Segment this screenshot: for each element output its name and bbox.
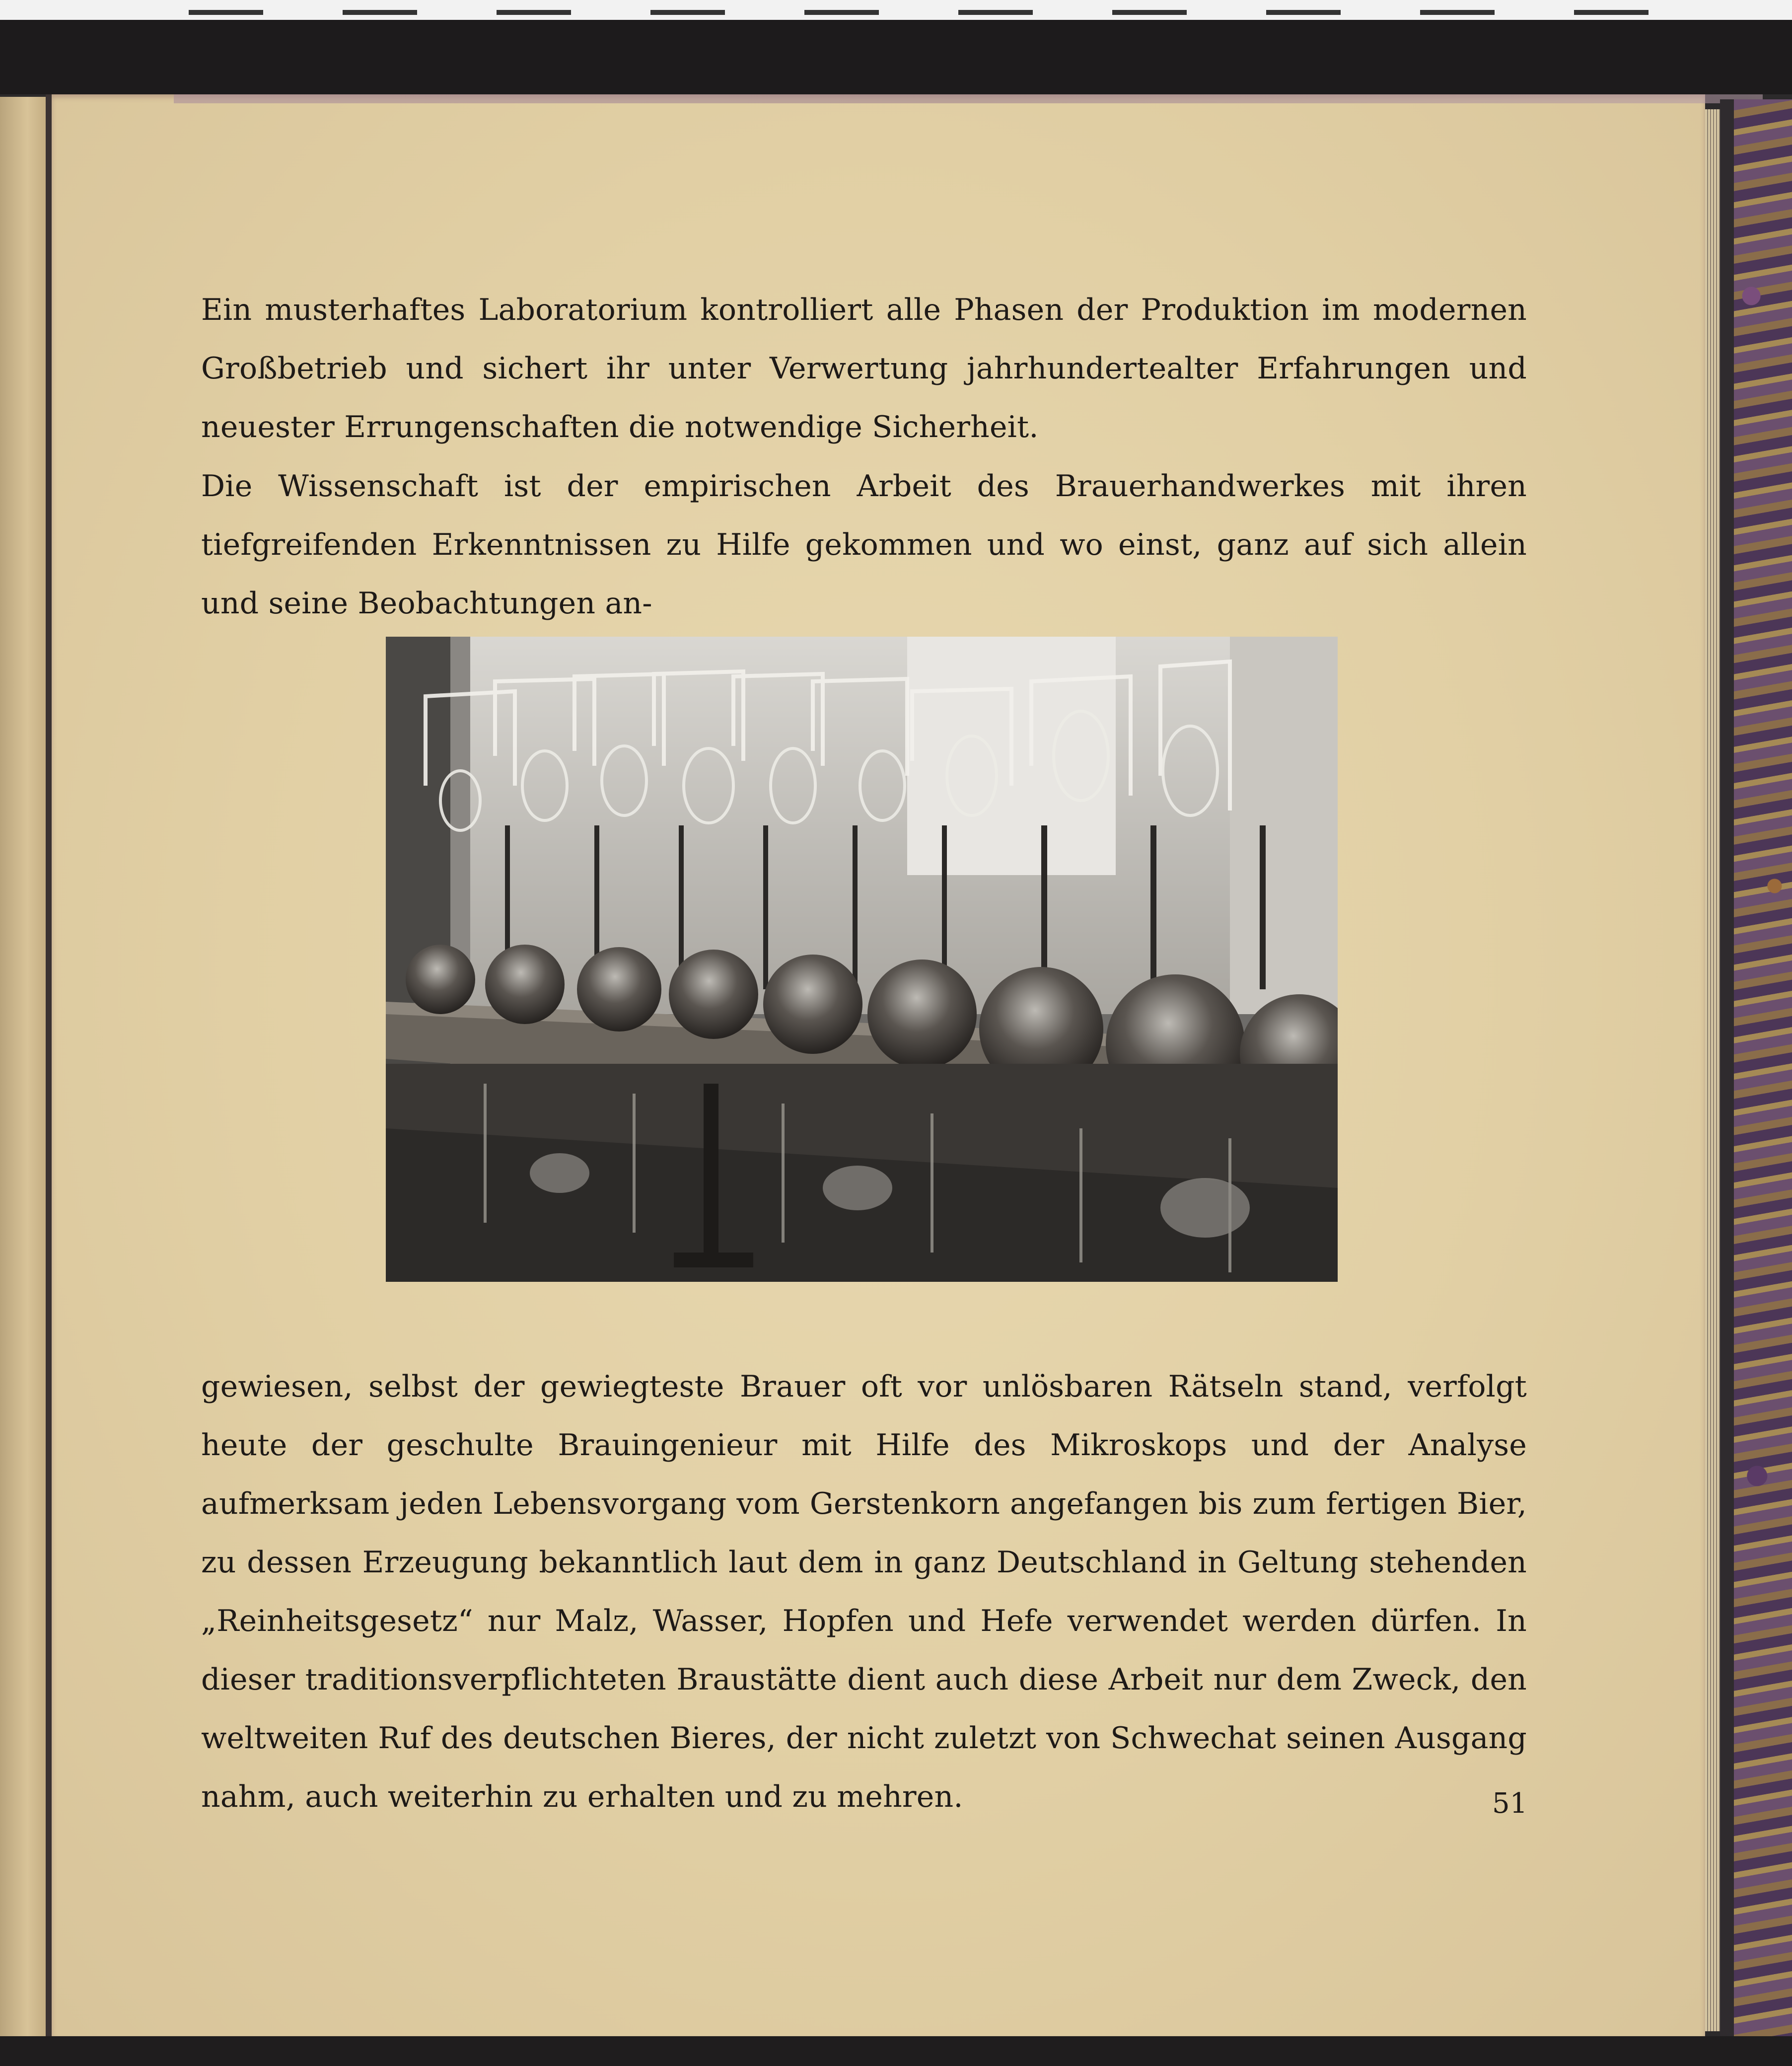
laboratory-photo-illustration [386,637,1338,1282]
scan-border-dash [804,10,879,15]
scan-background-bottom [0,2036,1792,2066]
scan-border-dash [1266,10,1341,15]
book-cover-edge [1720,99,1734,2051]
scan-border-dash [650,10,725,15]
laboratory-photograph [386,637,1338,1282]
scan-border-dash [189,10,263,15]
scan-background-top [0,0,1792,94]
scan-border-dash [497,10,571,15]
page-number: 51 [1492,1787,1528,1820]
paragraph-laboratory: Ein musterhaftes Laboratorium kontrolliert alle Phasen der Produktion im modernen Großbetrieb und sichert ihr unter Verwertung jahrhundertealter Erfahrungen und neuester Errungenschaften die notwendige Sicherheit. [201,293,1527,444]
page-top-edge [174,94,1763,103]
scan-border-dash [343,10,417,15]
scan-border-dash [1112,10,1187,15]
scan-border-dash [1574,10,1649,15]
marbled-cover [1734,99,1792,2066]
paragraph-science: Die Wissenschaft ist der empirischen Arbeit des Brauerhandwerkes mit ihren tiefgreifenden Erkenntnissen zu Hilfe gekommen und wo einst, ganz auf sich allein und seine Beobachtungen an- [201,469,1527,621]
scan-border-dash [1420,10,1495,15]
scan-border-dash [958,10,1033,15]
page-stack-edge [1705,109,1720,2031]
paragraph-brewing: gewiesen, selbst der gewiegteste Brauer oft vor unlösbaren Rätseln stand, verfolgt heute der geschulte Brauingenieur mit Hilfe des Mikroskops und der Analyse aufmerksam jeden Lebensvorgang vom Gerstenkorn angefangen bis zum fertigen Bier, zu dessen Erzeugung bekanntlich laut dem in ganz Deutschland in Geltung stehenden „Reinheitsgesetz“ nur Malz, Wasser, Hopfen und Hefe verwendet werden dürfen. In dieser traditionsverpflichteten Braustätte dient auch diese Arbeit nur dem Zweck, den weltweiten Ruf des deutschen Bieres, der nicht zuletzt von Schwechat seinen Ausgang nahm, auch weiterhin zu erhalten und zu mehren. [201,1369,1527,1814]
facing-page-edge [0,97,46,2036]
